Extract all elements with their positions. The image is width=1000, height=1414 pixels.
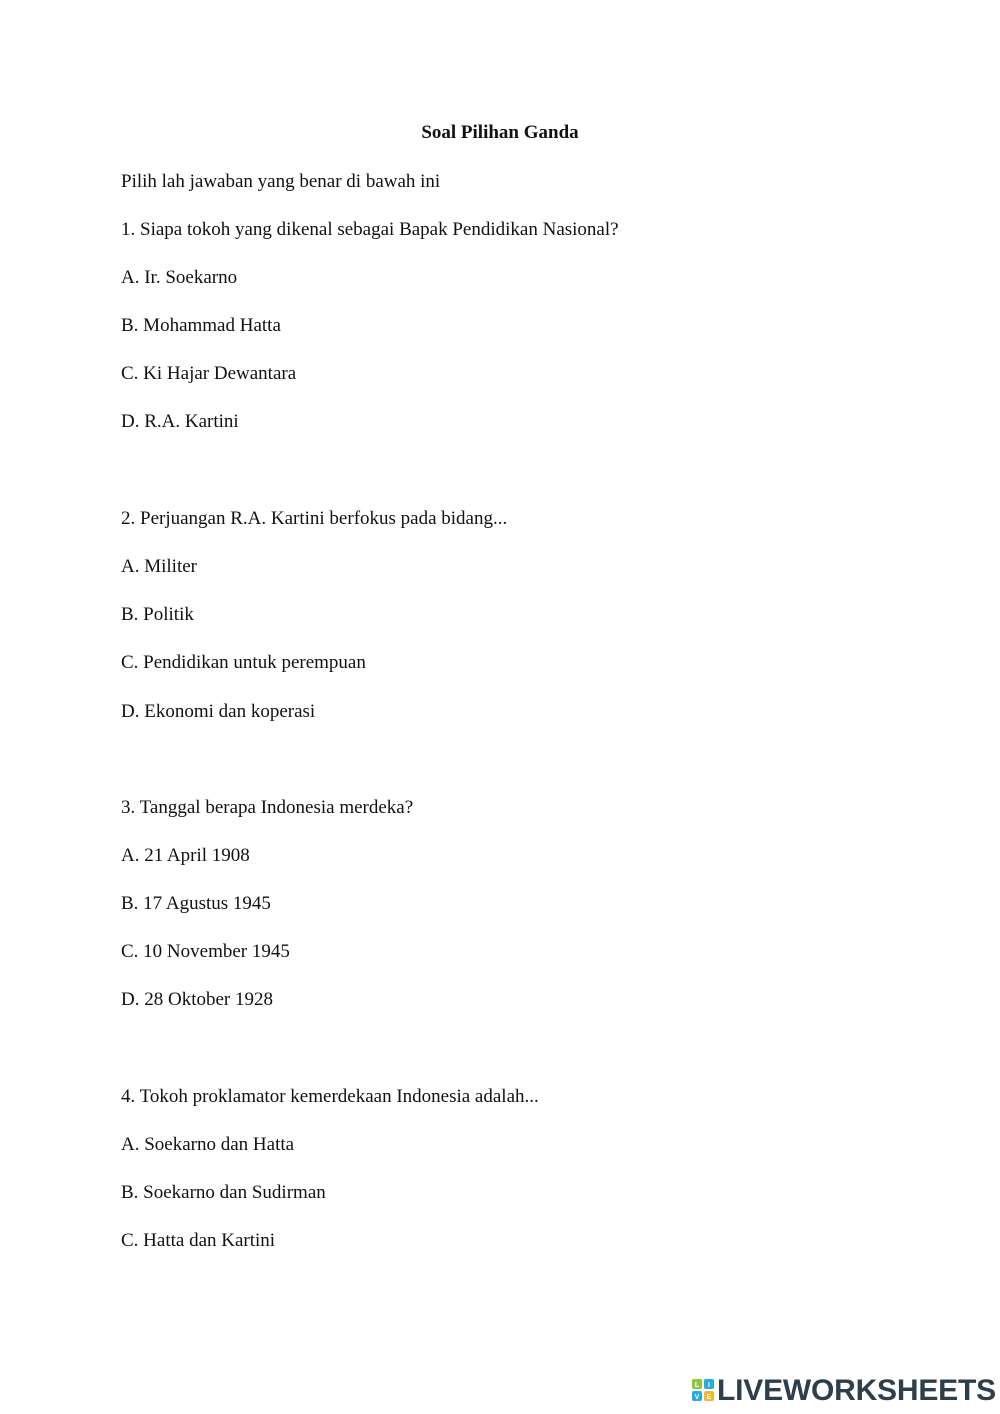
- question-4-option-c: C. Hatta dan Kartini: [121, 1230, 276, 1251]
- liveworksheets-watermark: [692, 1374, 996, 1408]
- liveworksheets-logo-text: LIVEWORKSHEETS: [717, 1374, 996, 1407]
- question-3-text: 3. Tanggal berapa Indonesia merdeka?: [121, 797, 414, 818]
- svg-text:I: I: [708, 1382, 710, 1389]
- question-3-option-a: A. 21 April 1908: [121, 845, 250, 866]
- question-1-text: 1. Siapa tokoh yang dikenal sebagai Bapak Pendidikan Nasional?: [121, 219, 619, 240]
- question-1-option-c: C. Ki Hajar Dewantara: [121, 363, 297, 384]
- question-3-option-b: B. 17 Agustus 1945: [121, 893, 271, 914]
- question-4-option-a: A. Soekarno dan Hatta: [121, 1134, 295, 1155]
- svg-text:L: L: [694, 1382, 700, 1389]
- question-1-option-d: D. R.A. Kartini: [121, 411, 239, 432]
- question-2-option-b: B. Politik: [121, 604, 194, 625]
- question-1-option-a: A. Ir. Soekarno: [121, 267, 238, 288]
- question-2-option-c: C. Pendidikan untuk perempuan: [121, 652, 366, 673]
- question-2-option-a: A. Militer: [121, 556, 197, 577]
- question-4-option-b: B. Soekarno dan Sudirman: [121, 1182, 326, 1203]
- question-3-option-c: C. 10 November 1945: [121, 941, 290, 962]
- question-1-option-b: B. Mohammad Hatta: [121, 315, 281, 336]
- instruction-text: Pilih lah jawaban yang benar di bawah ini: [121, 171, 441, 192]
- question-3-option-d: D. 28 Oktober 1928: [121, 989, 273, 1010]
- question-2-option-d: D. Ekonomi dan koperasi: [121, 701, 316, 722]
- page-title: Soal Pilihan Ganda: [421, 122, 579, 143]
- question-2-text: 2. Perjuangan R.A. Kartini berfokus pada bidang...: [121, 508, 508, 529]
- svg-text:V: V: [694, 1394, 700, 1401]
- question-4-text: 4. Tokoh proklamator kemerdekaan Indonesia adalah...: [121, 1086, 539, 1107]
- svg-text:E: E: [706, 1394, 712, 1401]
- liveworksheets-logo-icon: [692, 1379, 714, 1403]
